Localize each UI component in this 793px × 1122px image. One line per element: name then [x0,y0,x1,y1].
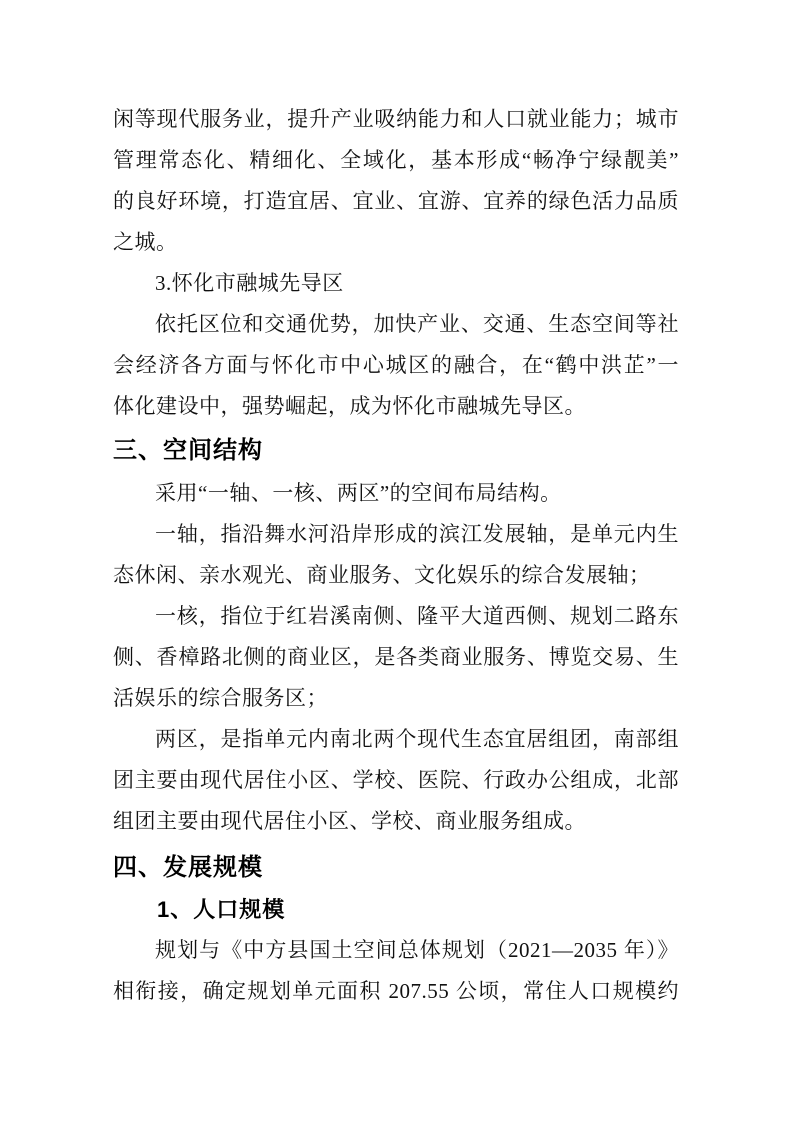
paragraph [113,473,679,514]
text-line: 闲等现代服务业，提升产业吸纳能力和人口就业能力；城市 [113,107,679,131]
section-heading: 四、发展规模 [113,854,263,881]
text-line: 管理常态化、精细化、全域化，基本形成“畅净宁绿靓美” [113,148,679,172]
paragraph [113,514,679,596]
text-line: 态休闲、亲水观光、商业服务、文化娱乐的综合发展轴； [113,563,651,587]
text-line: 3.怀化市融城先导区 [155,271,344,295]
paragraph [113,304,679,427]
numbered-item [113,263,679,304]
text-line: 规划与《中方县国土空间总体规划（2021—2035 年）》 [155,938,679,962]
text-line: 活娱乐的综合服务区； [113,686,328,710]
text-line: 依托区位和交通优势，加快产业、交通、生态空间等社 [155,312,679,336]
paragraph [113,596,679,719]
text-line: 一轴，指沿舞水河沿岸形成的滨江发展轴，是单元内生 [155,522,679,546]
text-line: 一核，指位于红岩溪南侧、隆平大道西侧、规划二路东 [155,604,679,628]
sub-heading: 1、人口规模 [157,897,286,922]
text-line: 侧、香樟路北侧的商业区，是各类商业服务、博览交易、生 [113,645,679,669]
text-line: 两区，是指单元内南北两个现代生态宜居组团，南部组 [155,727,679,751]
text-line: 团主要由现代居住小区、学校、医院、行政办公组成，北部 [113,768,679,792]
section-heading: 三、空间结构 [113,437,263,464]
text-line: 相衔接，确定规划单元面积 207.55 公顷，常住人口规模约 [113,979,679,1003]
text-line: 组团主要由现代居住小区、学校、商业服务组成。 [113,809,586,833]
text-line: 采用“一轴、一核、两区”的空间布局结构。 [155,481,562,505]
text-line: 之城。 [113,230,178,254]
text-line: 体化建设中，强势崛起，成为怀化市融城先导区。 [113,394,586,418]
paragraph [113,719,679,842]
paragraph [113,930,679,1012]
paragraph [113,99,679,263]
text-line: 会经济各方面与怀化市中心城区的融合，在“鹤中洪芷”一 [113,353,679,377]
text-line: 的良好环境，打造宜居、宜业、宜游、宜养的绿色活力品质 [113,189,679,213]
